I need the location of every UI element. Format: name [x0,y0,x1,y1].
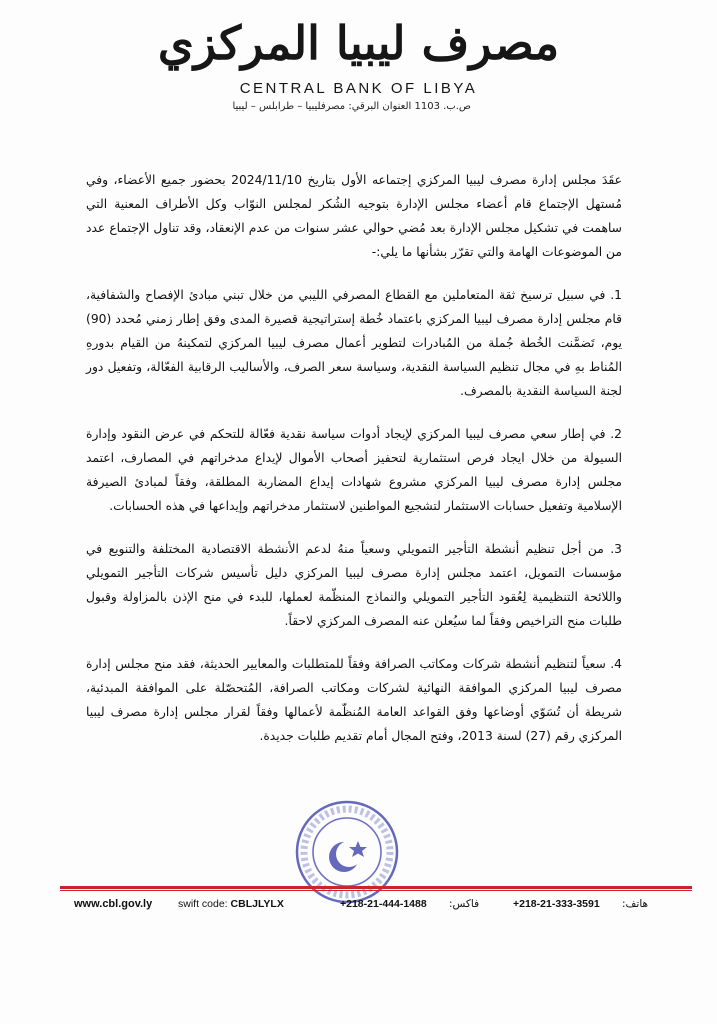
decision-item-2: 2. في إطار سعي مصرف ليبيا المركزي لإيجاد أدوات سياسة نقدية فعّالة للتحكم في عرض النقود وإدارة السيولة من خلال ايجاد فرص استثمارية لتحفيز أصحاب الأموال لإيداع مدخراتهم في المصارف، اعتمد مجلس إدارة مصرف ليبيا المركزي مشروع شهادات إيداع المضاربة المطلقة، وفقاً لمبادئ الصيرفة الإسلامية وتفعيل حسابات الاستثمار لتشجيع المواطنين لاستثمار مدخراتهم وإيداعها في هذه الحسابات. [86,427,622,513]
intro-paragraph: عقَدَ مجلس إدارة مصرف ليبيا المركزي إجتماعه الأول بتاريخ 2024/11/10 بحضور جميع الأعضاء، وفي مُستهل الإجتماع قام أعضاء مجلس الإدارة بتوجيه الشُكر لمجلس النوّاب وكل الأطراف المعنية التي ساهمت في تشكيل مجلس الإدارة بعد مُضي حوالي عشر سنوات من عدم الإنعقاد، وقد تناول الإجتماع عدد من الموضوعات الهامة والتي تقرّر بشأنها ما يلي:- [86,173,622,259]
footer-phone-label: هاتف: [622,898,649,910]
footer-phone-number: +218-21-333-3591 [513,898,600,910]
letter-body [86,168,622,767]
decision-item-4: 4. سعياً لتنظيم أنشطة شركات ومكاتب الصرافة وفقاً للمتطلبات والمعايير الحديثة، فقد منح مجلس إدارة مصرف ليبيا المركزي الموافقة النهائية لشركات ومكاتب الصرافة، المُتحصّلة على الموافقة المبدئية، شريطة أن تُسَوّي أوضاعها وفق القواعد العامة المُنظّمة لأعمالها وفقاً لقرار مجلس إدارة مصرف ليبيا المركزي رقم (27) لسنة 2013، وفتح المجال أمام تقديم طلبات جديدة. [86,657,622,743]
footer-fax-number: +218-21-444-1488 [340,898,427,910]
postal-address: ص.ب. 1103 العنوان البرقي: مصرفليبيا – طرابلس – ليبيا [232,101,471,112]
decision-item-1: 1. في سبيل ترسيخ ثقة المتعاملين مع القطاع المصرفي الليبي من خلال تبني مبادئ الإفصاح والشفافية، قام مجلس إدارة مصرف ليبيا المركزي باعتماد خُطة إستراتيجية قصيرة المدى وفق إطار زمني مُحدد (90) يوم، تَضمَّنت الخُطة جُملة من المُبادرات لتطوير أعمال مصرف ليبيا المركزي لتمكينهُ من القيام بدورهِ المُناط بهِ في مجال تنظيم السياسة النقدية، وسياسة سعر الصرف، والأساليب الرقابية الفعّالة، وتفعيل دور لجنة السياسة النقدية بالمصرف. [86,288,622,398]
bank-logo-english: CENTRAL BANK OF LIBYA [239,80,478,97]
footer-fax-label: فاكس: [449,898,480,910]
bank-logo-arabic: مصرف ليبيا المركزي [157,16,560,70]
footer-swift [178,898,284,914]
swift-label: swift code: [178,898,228,910]
decision-item-3: 3. من أجل تنظيم أنشطة التأجير التمويلي وسعياً منهُ لدعم الأنشطة الاقتصادية المختلفة والتنويع في مؤسسات التمويل، اعتمد مجلس إدارة مصرف ليبيا المركزي دليل تأسيس شركات التأجير التمويلي واللائحة التنظيمية لِعُقود التأجير التمويلي والنماذج المنظّمة لعملها، للبدء في منح الإذن بالمزاولة وقبول طلبات منح التراخيص وفقاً لما سيُعلن عنه المصرف المركزي لاحقاً. [86,542,622,628]
footer-website: www.cbl.gov.ly [74,898,153,910]
footer-rule [60,886,692,889]
footer-rule-thin [60,890,692,891]
swift-code: CBLJLYLX [230,898,284,910]
